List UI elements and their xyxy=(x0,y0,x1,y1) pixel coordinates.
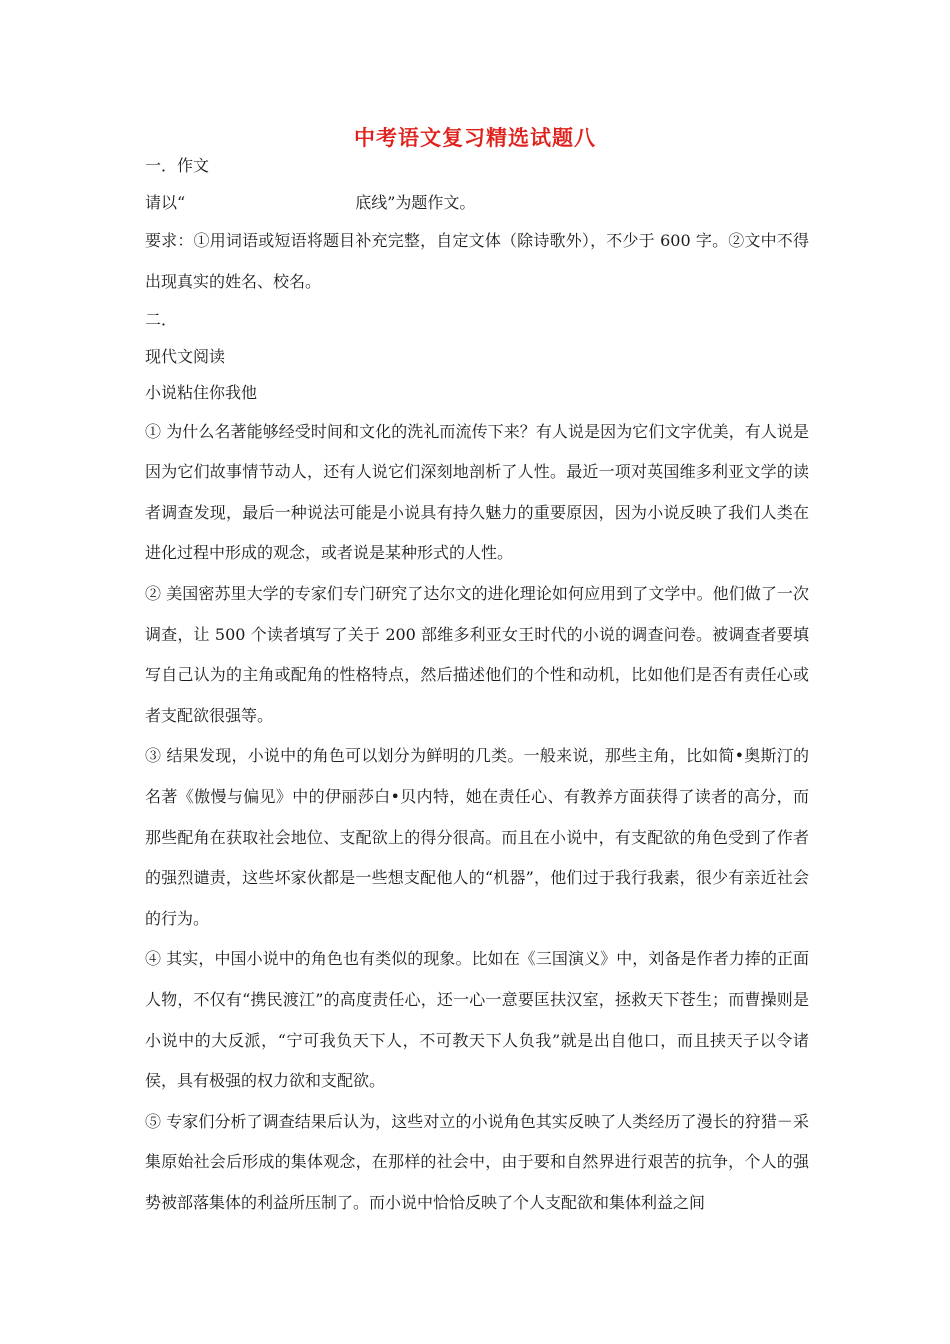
article-paragraph-4: ④ 其实，中国小说中的角色也有类似的现象。比如在《三国演义》中，刘备是作者力捧的正面人物，不仅有“携民渡江”的高度责任心，还一心一意要匡扶汉室，拯救天下苍生；而曹操则是小说中的大反派，“宁可我负天下人，不可教天下人负我”就是出自他口，而且挟天子以令诸侯，具有极强的权力欲和支配欲。 xyxy=(145,949,809,1091)
prompt-close-text: 底线”为题作文。 xyxy=(355,192,476,212)
document-title: 中考语文复习精选试题八 xyxy=(354,126,596,150)
article-paragraph-1: ① 为什么名著能够经受时间和文化的洗礼而流传下来？有人说是因为它们文字优美，有人说是因为它们故事情节动人，还有人说它们深刻地剖析了人性。最近一项对英国维多利亚文学的读者调查发现，最后一种说法可能是小说具有持久魅力的重要原因，因为小说反映了我们人类在进化过程中形成的观念，或者说是某种形式的人性。 xyxy=(145,421,809,563)
section-heading-composition: 一．作文 xyxy=(145,156,210,175)
article-paragraph-3: ③ 结果发现，小说中的角色可以划分为鲜明的几类。一般来说，那些主角，比如简•奥斯汀的名著《傲慢与偏见》中的伊丽莎白•贝内特，她在责任心、有教养方面获得了读者的高分，而那些配角在获取社会地位、支配欲上的得分很高。而且在小说中，有支配欲的角色受到了作者的强烈谴责，这些坏家伙都是一些想支配他人的“机器”，他们过于我行我素，很少有亲近社会的行为。 xyxy=(145,746,809,928)
reading-heading: 现代文阅读 xyxy=(145,346,226,366)
prompt-open-text: 请以“ xyxy=(145,192,186,212)
composition-prompt xyxy=(145,185,809,222)
document-body xyxy=(145,148,809,1224)
article-paragraph-5: ⑤ 专家们分析了调查结果后认为，这些对立的小说角色其实反映了人类经历了漫长的狩猎－采集原始社会后形成的集体观念，在那样的社会中，由于要和自然界进行艰苦的抗争，个人的强势被部落集体的利益所压制了。而小说中恰恰反映了个人支配欲和集体利益之间 xyxy=(145,1111,809,1212)
composition-requirements: 要求：①用词语或短语将题目补充完整，自定文体（除诗歌外），不少于 600 字。②文中不得出现真实的姓名、校名。 xyxy=(145,231,809,291)
section-heading-two: 二． xyxy=(145,310,178,330)
article-title: 小说粘住你我他 xyxy=(145,383,258,403)
article-paragraph-2: ② 美国密苏里大学的专家们专门研究了达尔文的进化理论如何应用到了文学中。他们做了一次调查，让 500 个读者填写了关于 200 部维多利亚女王时代的小说的调查问卷。被调查者要填写自己认为的主角或配角的性格特点，然后描述他们的个性和动机，比如他们是否有责任心或者支配欲很强等。 xyxy=(145,584,809,725)
